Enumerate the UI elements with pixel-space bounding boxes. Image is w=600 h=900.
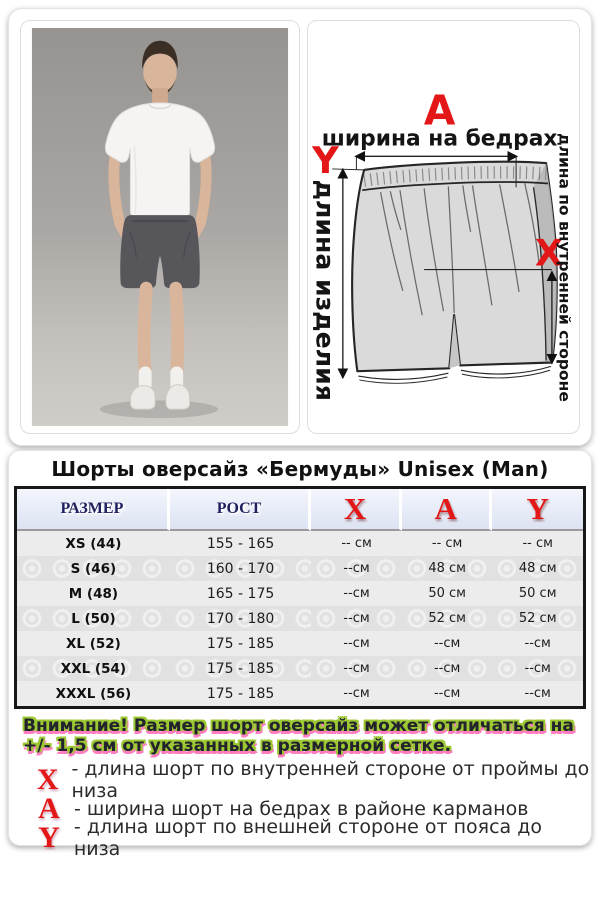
model-photo [28, 28, 292, 426]
cell-y: 48 см [492, 556, 583, 581]
cell-y: 50 см [492, 581, 583, 606]
table-row [17, 531, 583, 556]
legend-letter: A [38, 791, 60, 825]
cell-a: 52 см [402, 606, 493, 631]
cell-x: --см [311, 631, 402, 656]
table-row [17, 581, 583, 606]
col-header-height: РОСТ [170, 489, 312, 531]
measurement-diagram-panel [307, 20, 580, 434]
cell-a: 48 см [402, 556, 493, 581]
cell-x: --см [311, 681, 402, 706]
cell-a: -- см [402, 531, 493, 556]
legend-text: - ширина шорт на бедрах в районе карманов [74, 797, 529, 820]
cell-x: --см [311, 556, 402, 581]
cell-x: -- см [311, 531, 402, 556]
cell-height: 170 - 180 [170, 606, 312, 631]
cell-a: --см [402, 656, 493, 681]
cell-a: --см [402, 681, 493, 706]
cell-size: XXXL (56) [17, 681, 170, 706]
diagram-caption-y: длина изделия [310, 179, 340, 401]
cell-x: --см [311, 581, 402, 606]
legend-item [35, 757, 591, 802]
cell-size: L (50) [17, 606, 170, 631]
table-row [17, 681, 583, 706]
attention-note: Внимание! Размер шорт оверсайз может отличаться на +/- 1,5 см от указанных в размерной сетке. [23, 716, 574, 757]
cell-height: 175 - 185 [170, 656, 312, 681]
product-title: Шорты оверсайз «Бермуды» Unisex (Man) [51, 457, 549, 481]
product-visuals-card [8, 8, 592, 446]
legend-text: - длина шорт по внешней стороне от пояса до низа [73, 815, 542, 860]
cell-height: 160 - 170 [170, 556, 312, 581]
cell-size: XL (52) [17, 631, 170, 656]
cell-x: --см [311, 606, 402, 631]
cell-size: XXL (54) [17, 656, 170, 681]
cell-x: --см [311, 656, 402, 681]
cell-height: 155 - 165 [170, 531, 312, 556]
cell-height: 165 - 175 [170, 581, 312, 606]
table-row [17, 556, 583, 581]
diagram-label-y: Y [312, 138, 339, 182]
table-row [17, 656, 583, 681]
size-table [14, 486, 586, 709]
cell-a: --см [402, 631, 493, 656]
size-table-header-row [17, 489, 583, 531]
legend-item [35, 815, 591, 860]
cell-a: 50 см [402, 581, 493, 606]
table-row [17, 606, 583, 631]
cell-y: 52 см [492, 606, 583, 631]
cell-size: XS (44) [17, 531, 170, 556]
col-header-a: A [402, 489, 493, 531]
size-table-body [17, 531, 583, 706]
diagram-caption-a: ширина на бедрах [321, 126, 558, 152]
legend-text: - длина шорт по внутренней стороне от проймы до низа [71, 757, 590, 802]
cell-y: -- см [492, 531, 583, 556]
diagram-label-a: A [423, 86, 456, 135]
diagram-label-x: X [534, 231, 564, 275]
shorts-measurement-diagram [308, 21, 579, 433]
diagram-caption-x: длина по внутренней стороне [555, 133, 574, 402]
legend-letter: X [36, 762, 59, 796]
cell-height: 175 - 185 [170, 681, 312, 706]
col-header-y: Y [492, 489, 583, 531]
cell-size: S (46) [17, 556, 170, 581]
cell-y: --см [492, 681, 583, 706]
cell-y: --см [492, 631, 583, 656]
legend-letter: Y [38, 820, 60, 854]
cell-height: 175 - 185 [170, 631, 312, 656]
col-header-size: РАЗМЕР [17, 489, 170, 531]
cell-y: --см [492, 656, 583, 681]
table-row [17, 631, 583, 656]
measurement-legend [35, 757, 591, 860]
size-info-card [8, 450, 592, 860]
model-photo-panel [20, 20, 300, 434]
cell-size: M (48) [17, 581, 170, 606]
col-header-x: X [311, 489, 402, 531]
